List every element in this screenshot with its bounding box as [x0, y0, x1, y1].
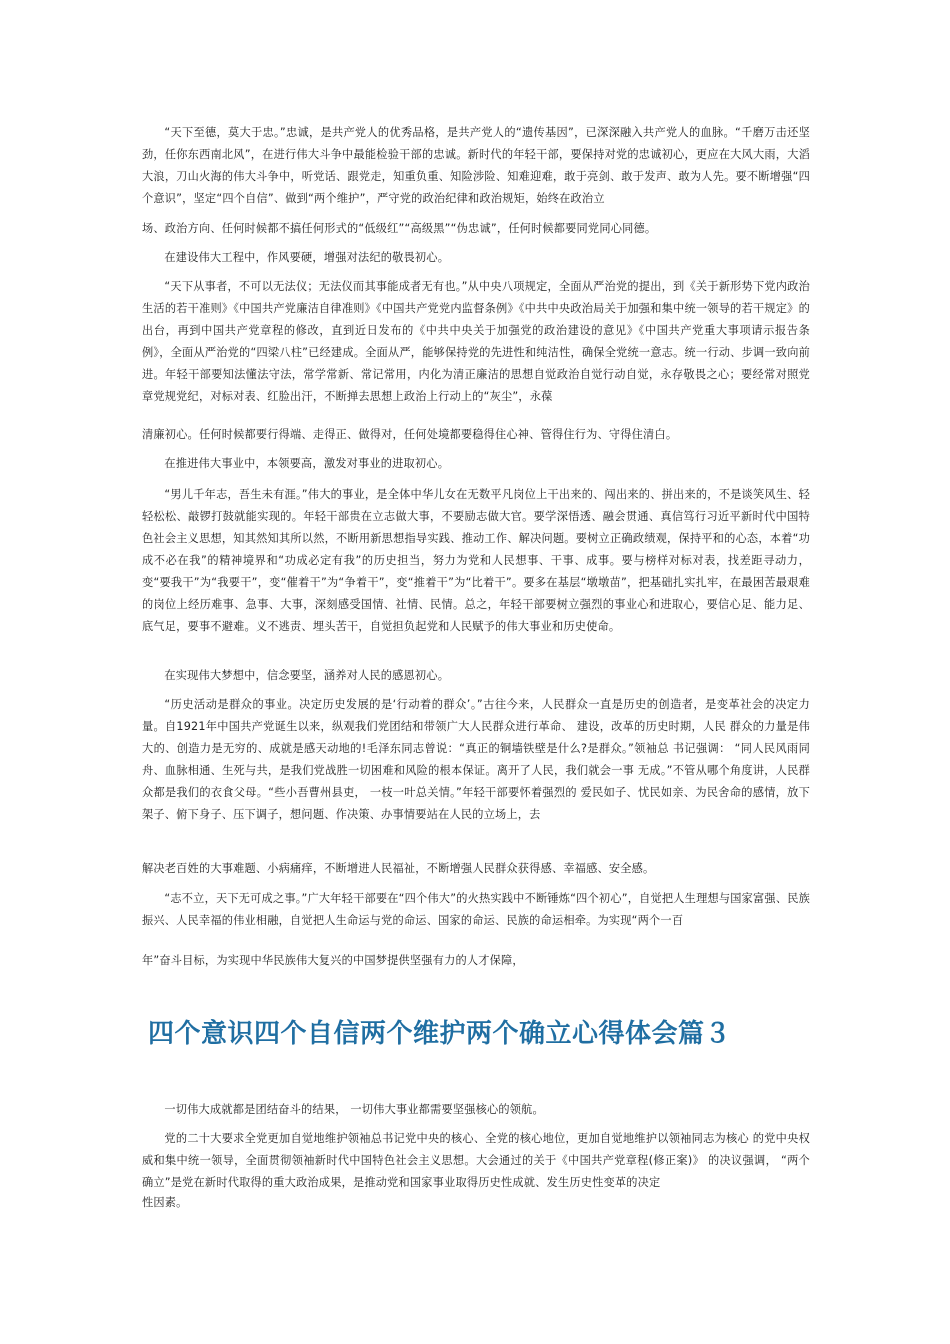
paragraph-heading-style: 在建设伟大工程中，作风要硬，增强对法纪的敬畏初心。	[164, 251, 450, 264]
paragraph-congress-cont: 性因素。	[142, 1196, 188, 1209]
paragraph-people: “历史活动是群众的事业。决定历史发展的是‘行动着的群众’。”古往今来，人民群众一直是历史的创造者，是变革社会的决定力量。自1921年中国共产党诞生以来，纵观我们党团结和带领广大人民群众进行革命、 建设，改革的历史时期，人民 群众的力量是伟大的、创造力是无穷的、成就是感天动地的!毛泽东同志曾说：“真正的铜墙铁壁是什么?是群众。”领袖总 书记强调： “同人民风雨同舟、血脉相通、生死与共，是我们党战胜一切困难和风险的根本保证。离开了人民，我们就会一事 无成。”不管从哪个角度讲，人民群众都是我们的衣食父母。“些小吾曹州县吏， 一枝一叶总关情。”年轻干部要怀着强烈的 爱民如子、忧民如亲、为民舍命的感情，放下架子、俯下身子、压下调子，想问题、作决策、办事情要站在人民的立场上，去	[142, 698, 810, 821]
paragraph-heading-belief: 在实现伟大梦想中，信念要坚，涵养对人民的感恩初心。	[164, 669, 450, 682]
paragraph-ambition-cont: 年”奋斗目标，为实现中华民族伟大复兴的中国梦提供坚强有力的人才保障，	[142, 954, 524, 967]
paragraph-career: “男儿千年志，吾生未有涯。”伟大的事业，是全体中华儿女在无数平凡岗位上干出来的、闯出来的、拼出来的，不是谈笑风生、轻轻松松、敲锣打鼓就能实现的。年轻干部贵在立志做大事，不要励志做大官。要学深悟透、融会贯通、真信笃行习近平新时代中国特色社会主义思想，知其然知其所以然，不断用新思想指导实践、推动工作、解决问题。要树立正确政绩观，保持平和的心态，本着“功成不必在我”的精神境界和“功成必定有我”的历史担当，努力为党和人民想事、干事、成事。要与榜样对标对表，找差距寻动力，变“要我干”为“我要干”，变“催着干”为“争着干”，变“推着干”为“比着干”。要多在基层“墩墩苗”，把基础扎实扎牢，在最困苦最艰难的岗位上经历难事、急事、大事，深刻感受国情、社情、民情。总之，年轻干部要树立强烈的事业心和进取心，要信心足、能力足、底气足，要事不避难。义不逃责、埋头苦干，自觉担负起党和人民赋予的伟大事业和历史使命。	[142, 488, 810, 633]
paragraph-loyalty-cont: 场、政治方向、任何时候都不搞任何形式的“低级红”“高级黑”“伪忠诚”，任何时候都要同党同心同德。	[142, 222, 657, 235]
paragraph-ambition: “志不立，天下无可成之事。”广大年轻干部要在“四个伟大”的火热实践中不断锤炼“四个初心”，自觉把人生理想与国家富强、民族振兴、人民幸福的伟业相融，自觉把人生命运与党的命运、国家的命运、民族的命运相牵。为实现“两个一百	[142, 892, 810, 927]
paragraph-loyalty: “天下至德，莫大于忠。”忠诚，是共产党人的优秀品格，是共产党人的“遗传基因”，已深深融入共产党人的血脉。“千磨万击还坚劲，任你东西南北风”，在进行伟大斗争中最能检验干部的忠诚。新时代的年轻干部，要保持对党的忠诚初心，更应在大风大雨，大滔大浪，刀山火海的伟大斗争中，听党话、跟党走，知重负重、知险涉险、知难迎难，敢于亮剑、敢于发声、敢为人先。要不断增强“四个意识”，坚定“四个自信”、做到“两个维护”，严守党的政治纪律和政治规矩，始终在政治立	[142, 126, 810, 205]
section-title: 四个意识四个自信两个维护两个确立心得体会篇３	[148, 1019, 732, 1049]
paragraph-law: “天下从事者，不可以无法仪；无法仪而其事能成者无有也。”从中央八项规定，全面从严治党的提出，到《关于新形势下党内政治生活的若干准则》《中国共产党廉洁自律准则》《中国共产党党内监督条例》《中共中央政治局关于加强和集中统一领导的若干规定》的出台，再到中国共产党章程的修改，直到近日发布的《中共中央关于加强党的政治建设的意见》《中国共产党重大事项请示报告条例》，全面从严治党的“四梁八柱”已经建成。全面从严，能够保持党的先进性和纯洁性，确保全党统一意志。统一行动、步调一致向前进。年轻干部要知法懂法守法，常学常新、常记常用，内化为清正廉洁的思想自觉政治自觉行动自觉，永存敬畏之心；要经常对照党章党规党纪，对标对表、红脸出汗，不断掸去思想上政治上行动上的“灰尘”，永葆	[142, 280, 810, 403]
paragraph-unity: 一切伟大成就都是团结奋斗的结果， 一切伟大事业都需要坚强核心的领航。	[164, 1103, 544, 1116]
paragraph-congress: 党的二十大要求全党更加自觉地维护领袖总书记党中央的核心、全党的核心地位，更加自觉地维护以领袖同志为核心 的党中央权威和集中统一领导，全面贯彻领袖新时代中国特色社会主义思想。大会通过的关于《中国共产党章程(修正案)》 的决议强调， “两个确立”是党在新时代取得的重大政治成果，是推动党和国家事业取得历史性成就、发生历史性变革的决定	[142, 1132, 810, 1189]
paragraph-law-cont: 清廉初心。任何时候都要行得端、走得正、做得对，任何处境都要稳得住心神、管得住行为、守得住清白。	[142, 428, 678, 441]
paragraph-heading-ability: 在推进伟大事业中，本领要高，激发对事业的进取初心。	[164, 457, 450, 470]
paragraph-people-cont: 解决老百姓的大事难题、小病痛痒，不断增进人民福祉，不断增强人民群众获得感、幸福感、安全感。	[142, 862, 655, 875]
